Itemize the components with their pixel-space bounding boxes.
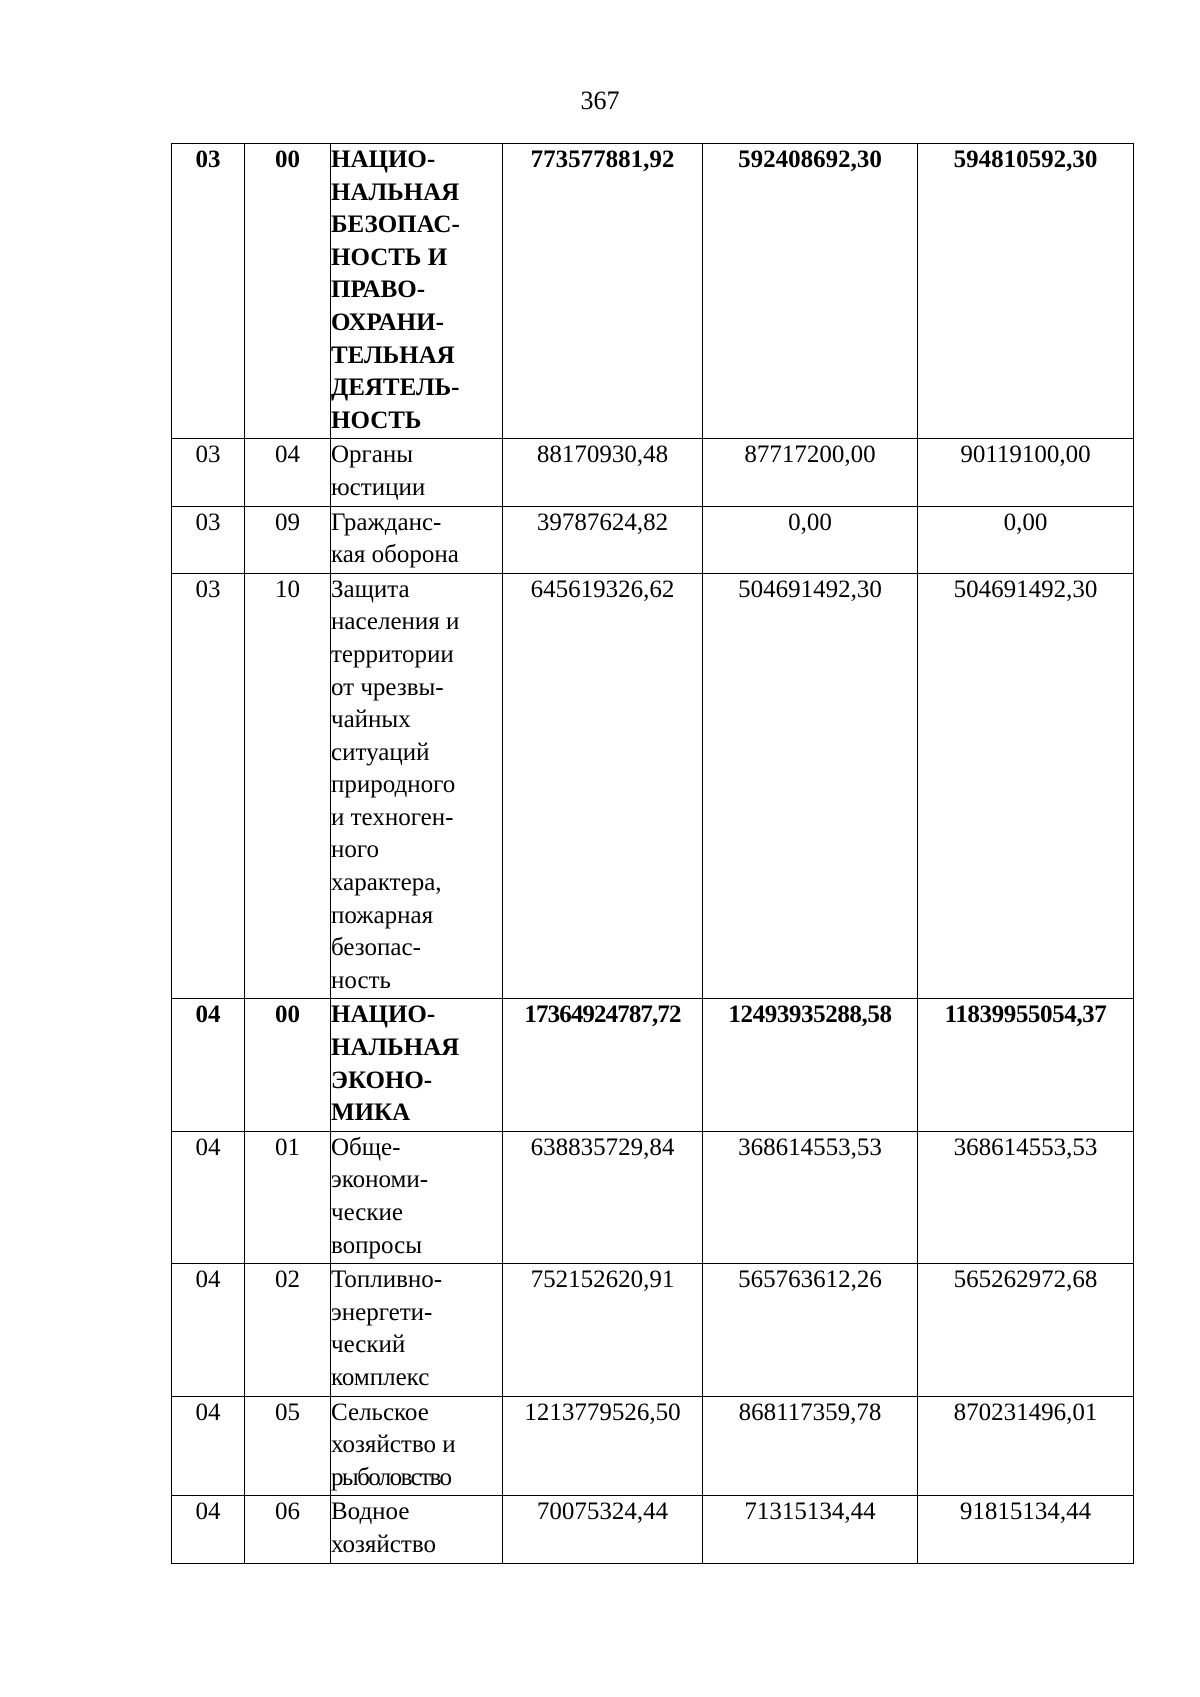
name-line: БЕЗОПАС-: [331, 211, 460, 239]
name-line: Органы: [331, 441, 414, 469]
name-line: НОСТЬ: [331, 406, 422, 434]
expense-name: [331, 999, 503, 1131]
section-code: 04: [172, 1496, 245, 1563]
subsection-code: 09: [245, 506, 331, 573]
section-code: 04: [172, 1264, 245, 1396]
amount-value: 868117359,78: [703, 1396, 918, 1496]
expense-name: [331, 144, 503, 439]
table-row: [172, 573, 1134, 999]
name-line: Топливно-: [331, 1266, 443, 1294]
name-line: кая оборона: [331, 541, 459, 569]
amount-value: 0,00: [918, 506, 1134, 573]
amount-value: 773577881,92: [503, 144, 703, 439]
subsection-code: 00: [245, 144, 331, 439]
name-line: рыболовство: [331, 1463, 451, 1491]
amount-value: 90119100,00: [918, 439, 1134, 506]
amount-value: 1213779526,50: [503, 1396, 703, 1496]
name-line: ТЕЛЬНАЯ: [331, 341, 455, 369]
name-line: Сельское: [331, 1398, 429, 1426]
amount-value: 592408692,30: [703, 144, 918, 439]
name-line: ного: [331, 836, 380, 864]
subsection-code: 02: [245, 1264, 331, 1396]
name-line: ность: [331, 966, 391, 994]
name-line: Гражданс-: [331, 508, 442, 536]
amount-value: 71315134,44: [703, 1496, 918, 1563]
section-code: 04: [172, 1396, 245, 1496]
name-line: природного: [331, 771, 456, 799]
amount-value: 752152620,91: [503, 1264, 703, 1396]
amount-value: 87717200,00: [703, 439, 918, 506]
expense-name: [331, 1396, 503, 1496]
expense-name: [331, 1131, 503, 1263]
name-line: чайных: [331, 706, 411, 734]
amount-value: 70075324,44: [503, 1496, 703, 1563]
name-line: Защита: [331, 575, 410, 603]
table-row: [172, 506, 1134, 573]
name-line: хозяйство и: [331, 1431, 456, 1459]
subsection-code: 04: [245, 439, 331, 506]
table-row: [172, 1264, 1134, 1396]
name-line: НАЛЬНАЯ: [331, 1034, 460, 1062]
section-code: 04: [172, 1131, 245, 1263]
name-line: от чрезвы-: [331, 673, 444, 701]
table-row: [172, 1396, 1134, 1496]
table-row: [172, 1496, 1134, 1563]
name-line: НАЛЬНАЯ: [331, 178, 460, 206]
amount-value: 504691492,30: [703, 573, 918, 999]
amount-value: 368614553,53: [703, 1131, 918, 1263]
section-code: 03: [172, 506, 245, 573]
amount-value: 12493935288,58: [703, 999, 918, 1131]
table-row: [172, 144, 1134, 439]
name-line: НАЦИО-: [331, 1001, 436, 1029]
amount-value: 594810592,30: [918, 144, 1134, 439]
name-line: НОСТЬ И: [331, 243, 448, 271]
amount-value: 870231496,01: [918, 1396, 1134, 1496]
name-line: ческий: [331, 1331, 406, 1359]
section-code: 03: [172, 439, 245, 506]
name-line: Обще-: [331, 1133, 401, 1161]
name-line: энергети-: [331, 1298, 433, 1326]
subsection-code: 10: [245, 573, 331, 999]
amount-value: 368614553,53: [918, 1131, 1134, 1263]
name-line: хозяйство: [331, 1530, 436, 1558]
name-line: безопас-: [331, 934, 421, 962]
table-row: [172, 439, 1134, 506]
amount-value: 11839955054,37: [918, 999, 1134, 1131]
name-line: ОХРАНИ-: [331, 308, 444, 336]
amount-value: 645619326,62: [503, 573, 703, 999]
amount-value: 565763612,26: [703, 1264, 918, 1396]
amount-value: 91815134,44: [918, 1496, 1134, 1563]
budget-table: [171, 143, 1134, 1564]
name-line: вопросы: [331, 1231, 423, 1259]
name-line: ПРАВО-: [331, 276, 426, 304]
section-code: 03: [172, 573, 245, 999]
name-line: комплекс: [331, 1363, 430, 1391]
name-line: Водное: [331, 1498, 410, 1526]
section-code: 04: [172, 999, 245, 1131]
table-row: [172, 999, 1134, 1131]
name-line: территории: [331, 640, 454, 668]
amount-value: 17364924787,72: [503, 999, 703, 1131]
subsection-code: 06: [245, 1496, 331, 1563]
expense-name: [331, 506, 503, 573]
amount-value: 638835729,84: [503, 1131, 703, 1263]
expense-name: [331, 1496, 503, 1563]
name-line: пожарная: [331, 901, 434, 929]
expense-name: [331, 439, 503, 506]
expense-name: [331, 573, 503, 999]
section-code: 03: [172, 144, 245, 439]
subsection-code: 01: [245, 1131, 331, 1263]
subsection-code: 05: [245, 1396, 331, 1496]
amount-value: 39787624,82: [503, 506, 703, 573]
name-line: МИКА: [331, 1099, 411, 1127]
amount-value: 88170930,48: [503, 439, 703, 506]
name-line: ситуаций: [331, 738, 430, 766]
amount-value: 0,00: [703, 506, 918, 573]
table-row: [172, 1131, 1134, 1263]
amount-value: 565262972,68: [918, 1264, 1134, 1396]
name-line: ДЕЯТЕЛЬ-: [331, 374, 460, 402]
page-number: 367: [580, 86, 620, 115]
name-line: НАЦИО-: [331, 146, 436, 173]
name-line: экономи-: [331, 1166, 429, 1194]
name-line: населения и: [331, 608, 460, 636]
subsection-code: 00: [245, 999, 331, 1131]
name-line: и техноген-: [331, 803, 454, 831]
amount-value: 504691492,30: [918, 573, 1134, 999]
name-line: характера,: [331, 869, 442, 897]
expense-name: [331, 1264, 503, 1396]
name-line: ЭКОНО-: [331, 1066, 433, 1094]
name-line: ческие: [331, 1199, 404, 1226]
name-line: юстиции: [331, 473, 426, 501]
